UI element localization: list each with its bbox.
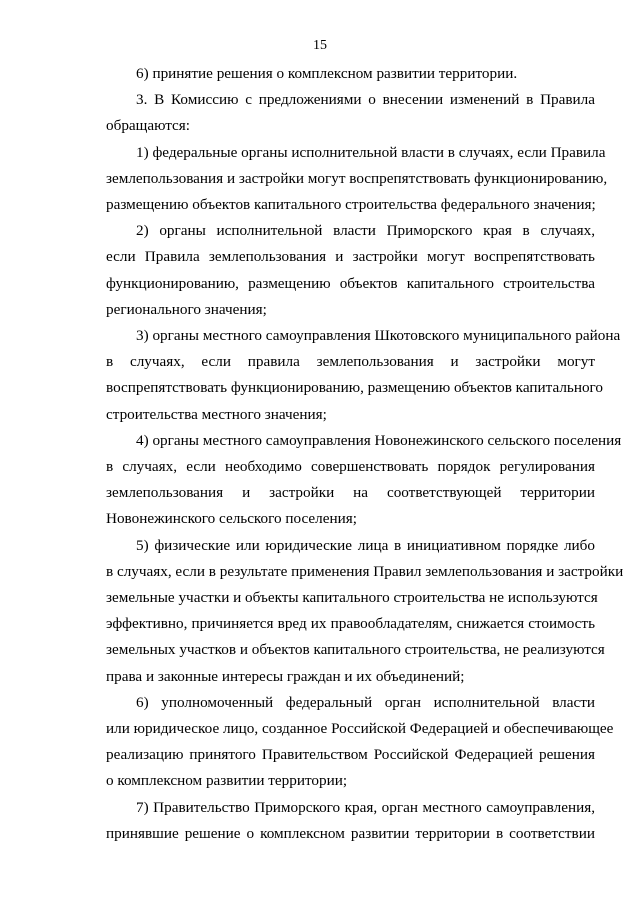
list-item-4: [76, 428, 622, 533]
page-number: 15: [313, 38, 327, 53]
document-body: [76, 61, 624, 847]
text-line: Новонежинского сельского поселения;: [106, 510, 357, 528]
text-line: функционированию, размещению объектов капитального строительства: [106, 274, 595, 292]
text-line: в случаях, если в результате применения Правил землепользования и застройки: [106, 562, 624, 580]
text-line: землепользования и застройки могут воспрепятствовать функционированию,: [106, 169, 608, 187]
text-line: обращаются:: [106, 117, 191, 135]
list-item-5: [76, 533, 624, 690]
text-line: регионального значения;: [106, 300, 267, 318]
text-line: воспрепятствовать функционированию, размещению объектов капитального: [106, 379, 603, 397]
text-line: в случаях, если необходимо совершенствовать порядок регулирования: [106, 458, 595, 476]
text-line: землепользования и застройки на соответствующей территории: [106, 484, 595, 502]
text-line: 2) органы исполнительной власти Приморского края в случаях,: [136, 222, 595, 240]
text-line: права и законные интересы граждан и их объединений;: [106, 667, 465, 685]
text-line: принявшие решение о комплексном развитии территории в соответствии: [106, 824, 595, 842]
text-line: 6) принятие решения о комплексном развитии территории.: [136, 65, 518, 82]
text-line: если Правила землепользования и застройки могут воспрепятствовать: [106, 248, 595, 266]
text-line: реализацию принятого Правительством Российской Федерацией решения: [106, 746, 595, 764]
text-line: 3. В Комиссию с предложениями о внесении изменений в Правила: [136, 91, 595, 109]
list-item-3: [76, 323, 621, 428]
list-item-2: [76, 218, 595, 323]
text-line: 4) органы местного самоуправления Новонежинского сельского поселения: [136, 431, 622, 449]
text-line: о комплексном развитии территории;: [106, 772, 348, 790]
text-line: эффективно, причиняется вред их правообладателям, снижается стоимость: [106, 615, 595, 633]
paragraph-item-6-previous: [76, 61, 595, 87]
text-line: 5) физические или юридические лица в инициативном порядке либо: [136, 536, 595, 554]
text-line: строительства местного значения;: [106, 405, 327, 423]
text-line: земельных участков и объектов капитального строительства, не реализуются: [106, 641, 605, 659]
list-item-1: [76, 140, 608, 219]
paragraph-section-3: [76, 87, 595, 139]
list-item-6: [76, 690, 614, 795]
text-line: 3) органы местного самоуправления Шкотовского муниципального района: [136, 327, 621, 345]
text-line: в случаях, если правила землепользования и застройки могут: [106, 353, 595, 371]
text-line: размещению объектов капитального строительства федерального значения;: [106, 196, 596, 214]
text-line: 7) Правительство Приморского края, орган местного самоуправления,: [136, 798, 595, 816]
text-line: 1) федеральные органы исполнительной власти в случаях, если Правила: [136, 143, 606, 161]
text-line: или юридическое лицо, созданное Российской Федерацией и обеспечивающее: [106, 720, 614, 738]
list-item-7: [76, 795, 595, 847]
text-line: земельные участки и объекты капитального строительства не используются: [106, 589, 598, 607]
text-line: 6) уполномоченный федеральный орган исполнительной власти: [136, 693, 595, 711]
